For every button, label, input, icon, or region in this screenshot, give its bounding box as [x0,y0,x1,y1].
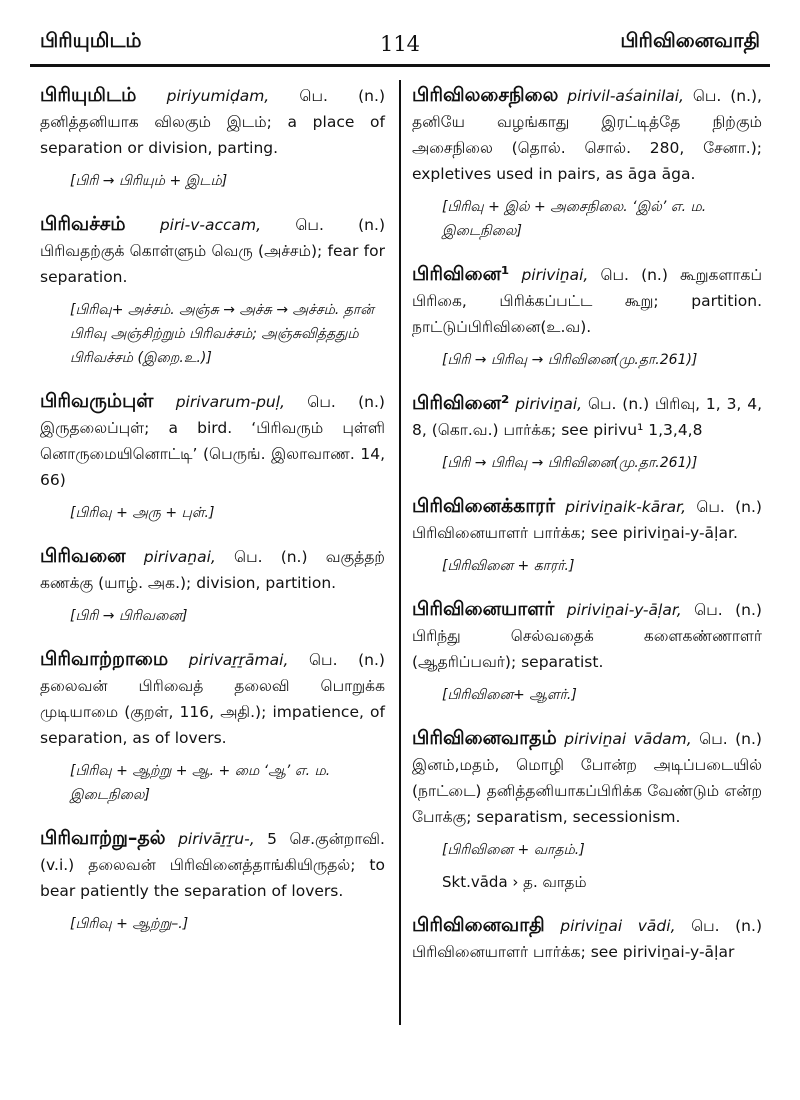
entry-etymology: [பிரி → பிரிவு → பிரிவினை(மு.தா.261)] [442,455,698,471]
entry-grammar: பெ. (n.) [691,917,762,935]
entry-body [412,390,762,443]
page-header [30,8,770,64]
entry-transliteration: piriyumiḍam, [166,87,270,105]
entry-grammar: பெ. (n.) [699,730,762,748]
entry-transliteration: piriviṉai vādam, [564,730,692,748]
entry-headword: பிரிவனை [40,545,126,567]
entry-body [40,211,385,290]
entry-grammar: பெ. (n.) [587,395,650,413]
entry-etymology: [பிரிவினை + வாதம்.] [442,842,585,858]
entry-body [40,825,385,904]
dictionary-entry [412,390,762,475]
dictionary-entry [412,725,762,894]
entry-body [412,261,762,340]
entry-definition: தனியே வழங்காது இரட்டித்தே நிற்கும் அசைநிலை (தொல். சொல். 280, சேனா.); expletives used in pairs, as āga āga. [412,113,762,183]
entry-etymology: [பிரிவு + இல் + அசைநிலை. ‘இல்’ எ. ம. இடைநிலை] [442,199,707,239]
dictionary-entry [412,596,762,707]
entry-etymology: [பிரிவு + ஆற்று–.] [70,916,189,932]
entry-sanskrit-source: Skt.vāda › த. வாதம் [442,873,587,891]
entry-body [40,82,385,161]
entry-grammar: பெ. (n.) [307,393,385,411]
entry-grammar: பெ. (n.) [234,548,308,566]
entry-grammar: பெ. (n.), [692,87,762,105]
entry-definition: பிரிந்து செல்வதைக் களைகண்ணாளர் (ஆதரிப்பவர்); separatist. [412,627,762,671]
dictionary-entry [412,912,762,965]
dictionary-entry [40,82,385,193]
entry-headword: பிரிவரும்புள் [40,390,154,412]
entry-definition: பிரிவினையாளர் பார்க்க; see piriviṉai-y-āḷar [412,943,735,961]
entry-transliteration: piriviṉai, [521,266,589,284]
entry-transliteration: piri-v-accam, [159,216,262,234]
entry-grammar: பெ. (n.) [694,601,762,619]
entry-definition: இனம்,மதம், மொழி போன்ற அடிப்படையில் (நாட்டை) தனித்தனியாகப்பிரிக்க வேண்டும் என்ற போக்கு; separatism, secessionism. [412,756,762,826]
entry-headword: பிரியுமிடம் [40,84,137,106]
entry-body [40,543,385,596]
entry-headword: பிரிவினைவாதி [412,914,545,936]
entry-etymology: [பிரிவினை+ ஆளர்.] [442,687,577,703]
entry-definition: பிரிவதற்குக் கொள்ளும் வெரு (அச்சம்); fear for separation. [40,242,385,286]
dictionary-entry [412,493,762,578]
entry-headword: பிரிவினையாளர் [412,598,555,620]
header-rule [30,64,770,67]
entry-etymology: [பிரி → பிரியும் + இடம்] [70,173,228,189]
entry-definition: கூறுகளாகப் பிரிகை, பிரிக்கப்பட்ட கூறு; partition. நாட்டுப்பிரிவினை(உ.வ). [412,266,762,336]
entry-headword: பிரிவிலசைநிலை [412,84,559,106]
entry-definition: இருதலைப்புள்; a bird. ‘பிரிவரும் புள்ளி னொருமையினொட்டி’ (பெருங். இலாவாண. 14, 66) [40,419,385,489]
entry-transliteration: pirivaṉai, [143,548,216,566]
entry-headword: பிரிவாற்று–தல் [40,827,166,849]
entry-headword: பிரிவச்சம் [40,213,126,235]
entry-grammar: பெ. (n.) [295,216,385,234]
dictionary-entry [412,82,762,243]
entry-grammar: 5 செ.குன்றாவி. (v.i.) [40,830,385,874]
entry-transliteration: pirivil-aśainilai, [567,87,684,105]
dictionary-entry [40,543,385,628]
entry-headword: பிரிவினை¹ [412,263,510,285]
dictionary-entry [40,825,385,936]
entry-definition: தலைவன் பிரிவினைத்தாங்கியிருதல்; to bear patiently the separation of lovers. [40,856,385,900]
entry-body [412,912,762,965]
entry-body [412,493,762,546]
entry-transliteration: piriviṉai vādi, [560,917,676,935]
column-divider [399,80,401,1025]
entry-definition: பிரிவு, 1, 3, 4, 8, (கொ.வ.) பார்க்க; see pirivu¹ 1,3,4,8 [412,395,762,439]
entry-definition: தலைவன் பிரிவைத் தலைவி பொறுக்க முடியாமை (குறள், 116, அதி.); impatience, of separation, as of lovers. [40,677,385,747]
entry-body [412,725,762,830]
entry-etymology: [பிரிவினை + காரர்.] [442,558,575,574]
entry-definition: வகுத்தற் கணக்கு (யாழ். அக.); division, partition. [40,548,385,592]
header-first-word: பிரியுமிடம் [40,28,142,52]
entry-definition: தனித்தனியாக விலகும் இடம்; a place of separation or division, parting. [40,113,385,157]
dictionary-entry [412,261,762,372]
entry-grammar: பெ. (n.) [308,651,385,669]
entry-headword: பிரிவினைக்காரர் [412,495,556,517]
entry-grammar: பெ. (n.) [299,87,385,105]
entry-body [412,82,762,187]
entry-definition: பிரிவினையாளர் பார்க்க; see piriviṉai-y-āḷar. [412,524,738,542]
entry-etymology: [பிரிவு + அரு + புள்.] [70,505,215,521]
header-last-word: பிரிவினைவாதி [620,28,760,52]
entry-body [40,388,385,493]
entry-etymology: [பிரி → பிரிவனை] [70,608,188,624]
entry-headword: பிரிவினை² [412,392,510,414]
right-column [412,82,762,983]
dictionary-entry [40,211,385,370]
entry-transliteration: pirivarum-puḷ, [175,393,285,411]
entry-body [40,646,385,751]
dictionary-entry [40,646,385,807]
entry-headword: பிரிவினைவாதம் [412,727,557,749]
dictionary-entry [40,388,385,525]
page-number: 114 [379,32,421,56]
entry-body [412,596,762,675]
entry-grammar: பெ. (n.) [696,498,762,516]
entry-transliteration: pirivaṟṟāmai, [188,651,289,669]
entry-headword: பிரிவாற்றாமை [40,648,169,670]
left-column [40,82,385,954]
entry-grammar: பெ. (n.) [600,266,668,284]
entry-etymology: [பிரிவு + ஆற்று + ஆ. + மை ‘ஆ’ எ. ம. இடைநிலை] [70,763,331,803]
entry-transliteration: piriviṉaik-kārar, [565,498,687,516]
entry-etymology: [பிரி → பிரிவு → பிரிவினை(மு.தா.261)] [442,352,698,368]
entry-transliteration: pirivāṟṟu-, [178,830,255,848]
entry-transliteration: piriviṉai, [515,395,583,413]
entry-transliteration: piriviṉai-y-āḷar, [566,601,682,619]
entry-etymology: [பிரிவு+ அச்சம். அஞ்சு → அச்சு → அச்சம். தான் பிரிவு அஞ்சிற்றும் பிரிவச்சம்; அஞ்சுவித்ததும் பிரிவச்சம் (இறை.உ.)] [70,302,374,366]
